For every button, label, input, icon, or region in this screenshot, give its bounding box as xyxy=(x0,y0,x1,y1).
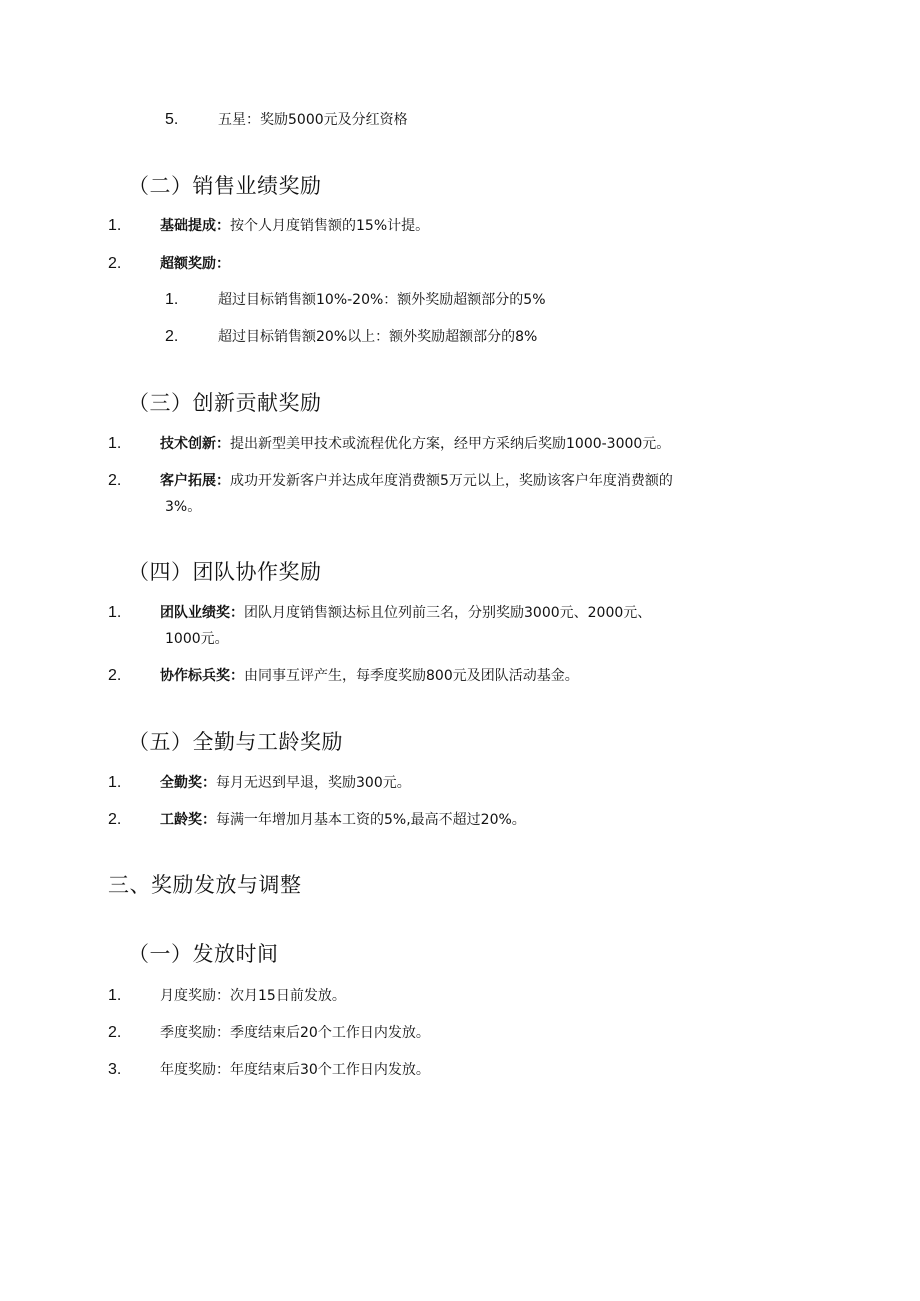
item-text: 提出新型美甲技术或流程优化方案，经甲方采纳后奖励1000-3000元。 xyxy=(230,436,671,452)
item-text-continued: 3%。 xyxy=(165,499,202,515)
list-item xyxy=(160,774,411,792)
chapter-heading: 三、奖励发放与调整 xyxy=(108,873,302,897)
list-item-text: 年度奖励：年度结束后30个工作日内发放。 xyxy=(160,1062,430,1078)
list-item xyxy=(160,435,670,453)
list-item-text: 季度奖励：季度结束后20个工作日内发放。 xyxy=(160,1025,430,1041)
list-number: 5. xyxy=(165,111,179,128)
section-heading: （四）团队协作奖励 xyxy=(128,560,322,584)
item-text: 按个人月度销售额的15%计提。 xyxy=(230,218,430,234)
section-heading: （五）全勤与工龄奖励 xyxy=(128,730,343,754)
list-number: 2. xyxy=(108,667,122,684)
item-label: 全勤奖： xyxy=(160,775,216,791)
list-number: 1. xyxy=(108,774,122,791)
item-label: 客户拓展： xyxy=(160,473,230,489)
item-label: 工龄奖： xyxy=(160,812,216,828)
item-label: 技术创新： xyxy=(160,436,230,452)
list-number: 2. xyxy=(165,328,179,345)
list-item xyxy=(160,604,651,622)
item-label: 团队业绩奖： xyxy=(160,605,244,621)
item-text-continued: 1000元。 xyxy=(165,631,229,647)
list-number: 3. xyxy=(108,1061,122,1078)
section-heading: （一）发放时间 xyxy=(128,942,279,966)
list-item xyxy=(160,255,230,273)
list-number: 1. xyxy=(108,604,122,621)
list-number: 2. xyxy=(108,811,122,828)
list-number: 1. xyxy=(108,987,122,1004)
list-number: 2. xyxy=(108,472,122,489)
list-number: 1. xyxy=(108,217,122,234)
list-item-text: 五星：奖励5000元及分红资格 xyxy=(218,112,408,128)
item-label: 基础提成： xyxy=(160,218,230,234)
item-text: 每满一年增加月基本工资的5%,最高不超过20%。 xyxy=(216,812,526,828)
list-item-text: 月度奖励：次月15日前发放。 xyxy=(160,988,346,1004)
list-number: 2. xyxy=(108,255,122,272)
section-heading: （二）销售业绩奖励 xyxy=(128,174,322,198)
list-number: 2. xyxy=(108,1024,122,1041)
item-text: 每月无迟到早退，奖励300元。 xyxy=(216,775,411,791)
list-item xyxy=(160,472,673,490)
item-text: 成功开发新客户并达成年度消费额5万元以上，奖励该客户年度消费额的 xyxy=(230,473,673,489)
list-number: 1. xyxy=(108,435,122,452)
section-heading: （三）创新贡献奖励 xyxy=(128,391,322,415)
sub-list-item: 超过目标销售额20%以上：额外奖励超额部分的8% xyxy=(218,329,538,345)
item-text: 团队月度销售额达标且位列前三名，分别奖励3000元、2000元、 xyxy=(244,605,652,621)
sub-list-item: 超过目标销售额10%-20%：额外奖励超额部分的5% xyxy=(218,292,546,308)
list-item xyxy=(160,667,579,685)
list-item xyxy=(160,217,429,235)
list-number: 1. xyxy=(165,291,179,308)
item-text: 由同事互评产生，每季度奖励800元及团队活动基金。 xyxy=(244,668,579,684)
item-label: 协作标兵奖： xyxy=(160,668,244,684)
list-item xyxy=(160,811,526,829)
item-label: 超额奖励： xyxy=(160,256,230,272)
